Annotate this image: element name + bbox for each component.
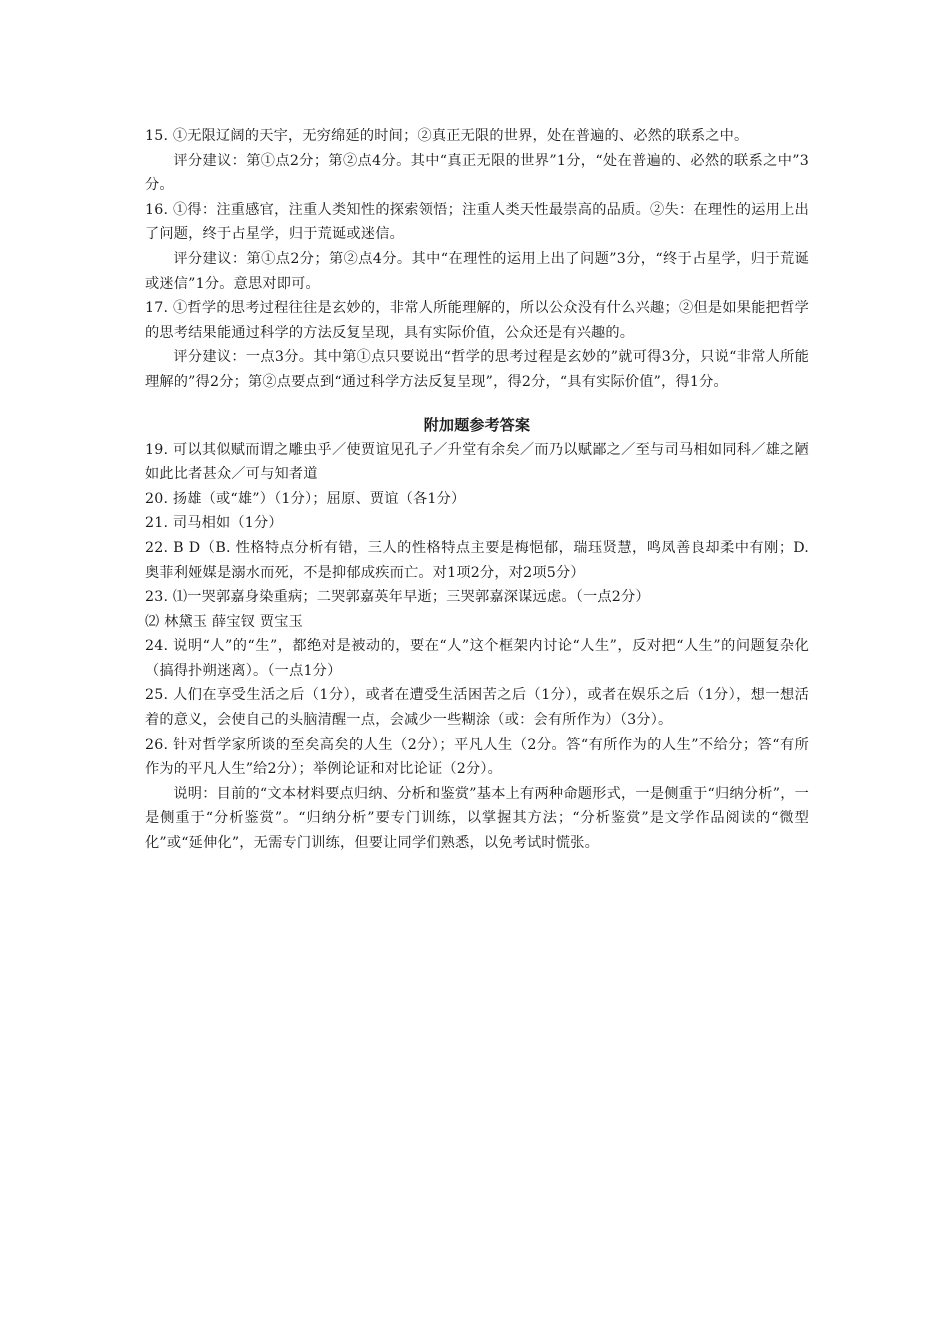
scoring-note-16: 评分建议：第①点2分；第②点4分。其中“在理性的运用上出了问题”3分，“终于占星学，归于荒诞或迷信”1分。意思对即可。: [145, 250, 809, 292]
answer-22: 22. B D（B. 性格特点分析有错，三人的性格特点主要是梅悒郁，瑞珏贤慧，鸣凤善良却柔中有刚；D. 奥菲利娅媒是溺水而死，不是抑郁成疾而亡。对1项2分，对2项5分）: [145, 539, 809, 581]
answer-15: 15. ①无限辽阔的天宇，无穷绵延的时间；②真正无限的世界，处在普遍的、必然的联系之中。: [145, 128, 749, 144]
answer-23-part-2: ⑵ 林黛玉 薛宝钗 贾宝玉: [145, 613, 304, 630]
scoring-note-17: 评分建议：一点3分。其中第①点只要说出“哲学的思考过程是玄妙的”就可得3分，只说“非常人所能理解的”得2分；第②点要点到“通过科学方法反复呈现”，得2分，“具有实际价值”，得1分。: [145, 349, 809, 390]
answer-21: 21. 司马相如（1分）: [145, 515, 283, 532]
answer-17: 17. ①哲学的思考过程往往是玄妙的，非常人所能理解的，所以公众没有什么兴趣；②但是如果能把哲学的思考结果能通过科学的方法反复呈现，具有实际价值，公众还是有兴趣的。: [145, 300, 809, 341]
section-title: 附加题参考答案: [423, 415, 531, 434]
answer-key-page: [145, 124, 809, 856]
scoring-note-15: 评分建议：第①点2分；第②点4分。其中“真正无限的世界”1分，“处在普遍的、必然的联系之中”3分。: [145, 152, 809, 194]
answer-19: 19. 可以其似赋而谓之雕虫乎／使贾谊见孔子／升堂有余矣／而乃以赋鄙之／至与司马相如同科／雄之陋如此比者甚众／可与知者道: [145, 441, 809, 483]
answer-23: 23. ⑴一哭郭嘉身染重病；二哭郭嘉英年早逝；三哭郭嘉深谋远虑。（一点2分）: [145, 589, 650, 606]
explanation-note: 说明：目前的“文本材料要点归纳、分析和鉴赏”基本上有两种命题形式，一是侧重于“归纳分析”，一是侧重于“分析鉴赏”。“归纳分析”要专门训练，以掌握其方法；“分析鉴赏”是文学作品阅读的“微型化”或“延伸化”，无需专门训练，但要让同学们熟悉，以免考试时慌张。: [145, 785, 809, 852]
answer-24: 24. 说明“人”的“生”，都绝对是被动的，要在“人”这个框架内讨论“人生”，反对把“人生”的问题复杂化（搞得扑朔迷离）。（一点1分）: [145, 638, 809, 679]
answer-20: 20. 扬雄（或“雄”）（1分）；屈原、贾谊（各1分）: [145, 490, 466, 507]
answer-25: 25. 人们在享受生活之后（1分），或者在遭受生活困苦之后（1分），或者在娱乐之后（1分），想一想活着的意义，会使自己的头脑清醒一点，会减少一些糊涂（或：会有所作为）（3分）。: [145, 687, 809, 729]
answer-26: 26. 针对哲学家所谈的至矣高矣的人生（2分）；平凡人生（2分。答“有所作为的人生”不给分；答“有所作为的平凡人生”给2分）；举例论证和对比论证（2分）。: [145, 736, 809, 778]
answer-16: 16. ①得：注重感官，注重人类知性的探索领悟；注重人类天性最崇高的品质。②失：在理性的运用上出了问题，终于占星学，归于荒诞或迷信。: [145, 201, 809, 243]
